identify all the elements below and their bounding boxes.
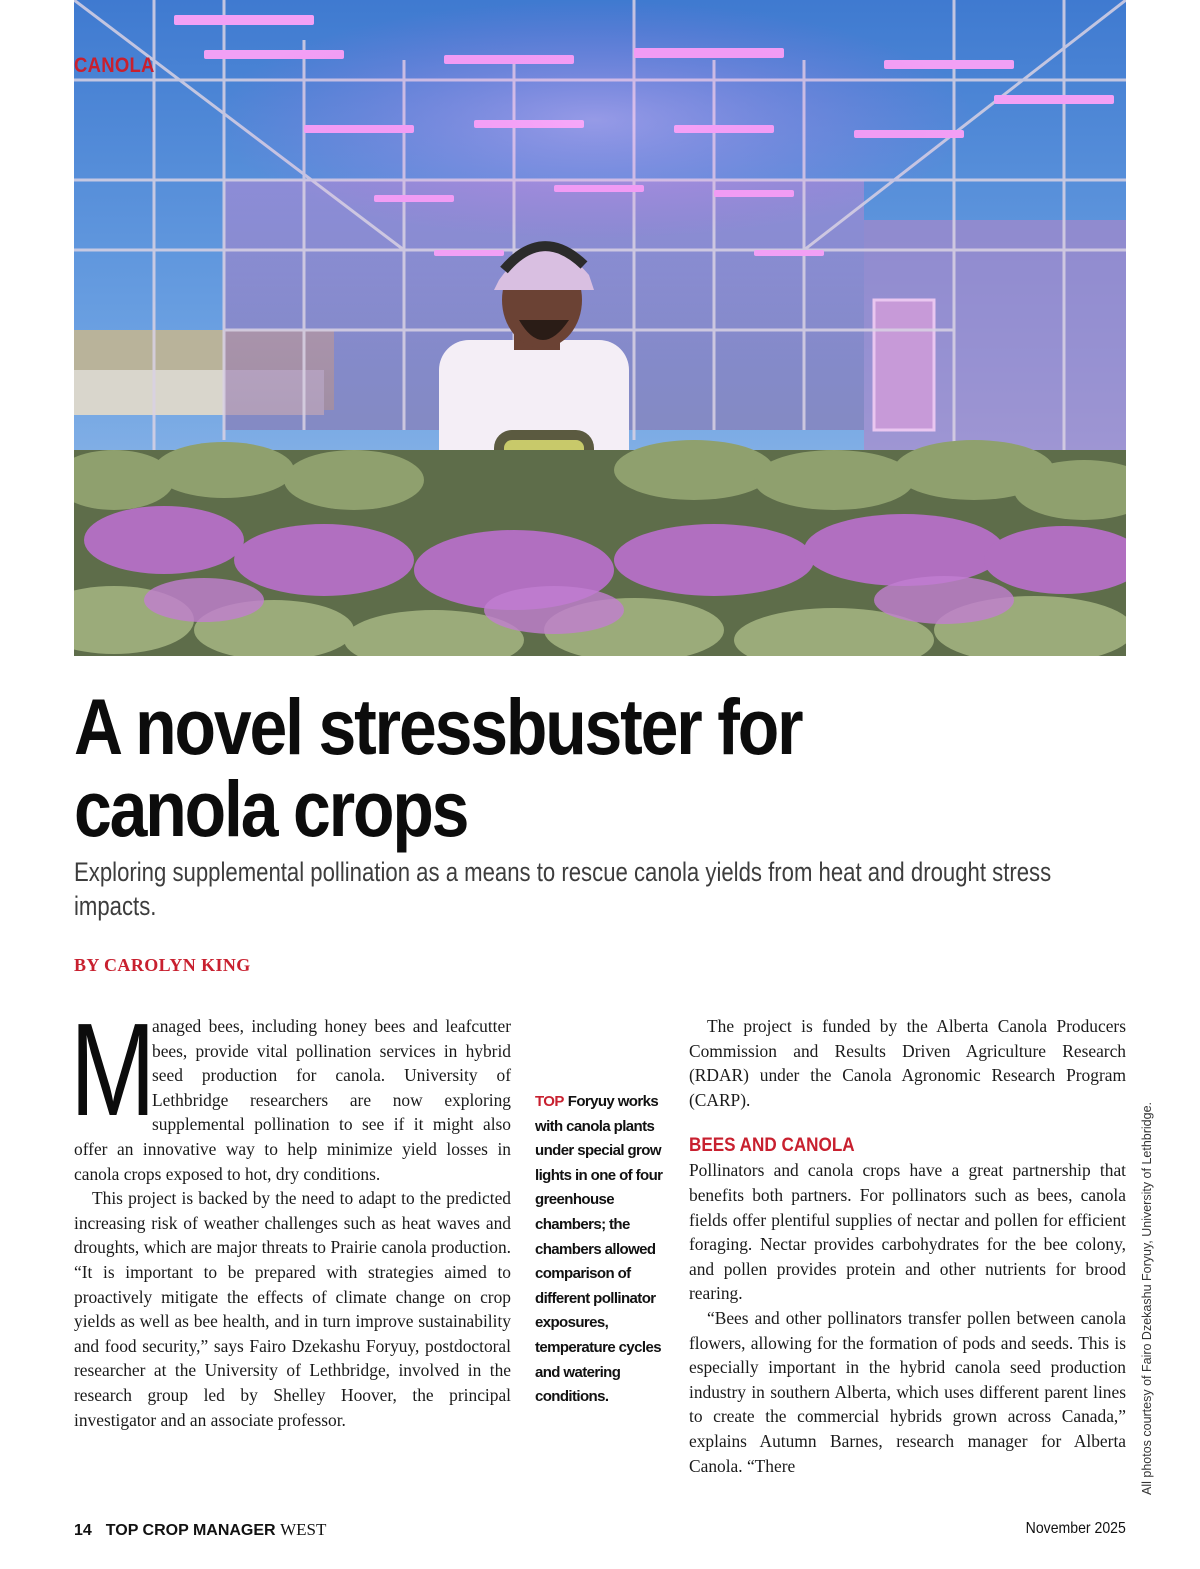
paragraph-1 <box>70 996 511 1186</box>
byline: BY CAROLYN KING <box>74 955 251 975</box>
issue-date: November 2025 <box>1025 1520 1126 1537</box>
subhead-bees-and-canola: BEES AND CANOLA <box>689 1135 855 1157</box>
article-headline <box>74 682 934 853</box>
hero-photo <box>74 0 1126 656</box>
magazine-edition: WEST <box>280 1520 327 1539</box>
article-column-2 <box>689 1014 1126 1478</box>
section-tag: CANOLA <box>74 54 155 77</box>
caption-text: Foryuy works with canola plants under special grow lights in one of four greenhouse chambers; the chambers allowed comparison of different pollinator exposures, temperature cycles and watering conditions. <box>535 1093 663 1406</box>
greenhouse-photo <box>74 0 1126 656</box>
paragraph-1-text: anaged bees, including honey bees and leafcutter bees, provide vital pollination services in hybrid seed production for canola. University of Lethbridge researchers are now exploring supplemental pollination to see if it might also offer an innovative way to help minimize yield losses in canola crops exposed to hot, dry conditions. <box>74 1016 511 1184</box>
article-deck: Exploring supplemental pollination as a means to rescue canola yields from heat and drought stress impacts. <box>74 857 1052 921</box>
photo-caption <box>535 1090 675 1410</box>
footer-folio <box>74 1520 326 1540</box>
paragraph-5: “Bees and other pollinators transfer pollen between canola flowers, allowing for the formation of pods and seeds. This is especially important in the hybrid canola seed production industry in southern Alberta, which uses different parent lines to create the commercial hybrids grown across Canada,” explains Autumn Barnes, research manager for Alberta Canola. “There <box>689 1307 1126 1476</box>
paragraph-4: Pollinators and canola crops have a great partnership that benefits both partners. For pollinators such as bees, canola fields offer plentiful supplies of nectar and pollen for efficient foraging. Nectar provides carbohydrates for the bee colony, and pollen provides protein and other nutrients for brood rearing. <box>689 1160 1126 1304</box>
headline-line-2: canola crops <box>74 764 468 853</box>
magazine-name: TOP CROP MANAGER <box>105 1522 276 1539</box>
page-number: 14 <box>74 1522 92 1539</box>
drop-cap: M <box>70 996 156 1143</box>
article-column-1 <box>70 996 511 1432</box>
caption-lead: TOP <box>535 1093 564 1110</box>
paragraph-2: This project is backed by the need to adapt to the predicted increasing risk of weather challenges such as heat waves and droughts, which are major threats to Prairie canola production. “It is important to be prepared with strategies aimed to proactively mitigate the effects of climate change on crop yields as well as bee health, and in turn improve sustainability and food security,” says Fairo Dzekashu Foryuy, postdoctoral researcher at the University of Lethbridge, involved in the research group led by Shelley Hoover, the principal investigator and an associate professor. <box>74 1188 511 1430</box>
photo-credit: All photos courtesy of Fairo Dzekashu Foryuy, University of Lethbridge. <box>1140 1102 1154 1495</box>
paragraph-3: The project is funded by the Alberta Canola Producers Commission and Results Driven Agriculture Research (RDAR) under the Canola Agronomic Research Program (CARP). <box>689 1016 1126 1110</box>
headline-line-1: A novel stressbuster for <box>74 682 802 771</box>
